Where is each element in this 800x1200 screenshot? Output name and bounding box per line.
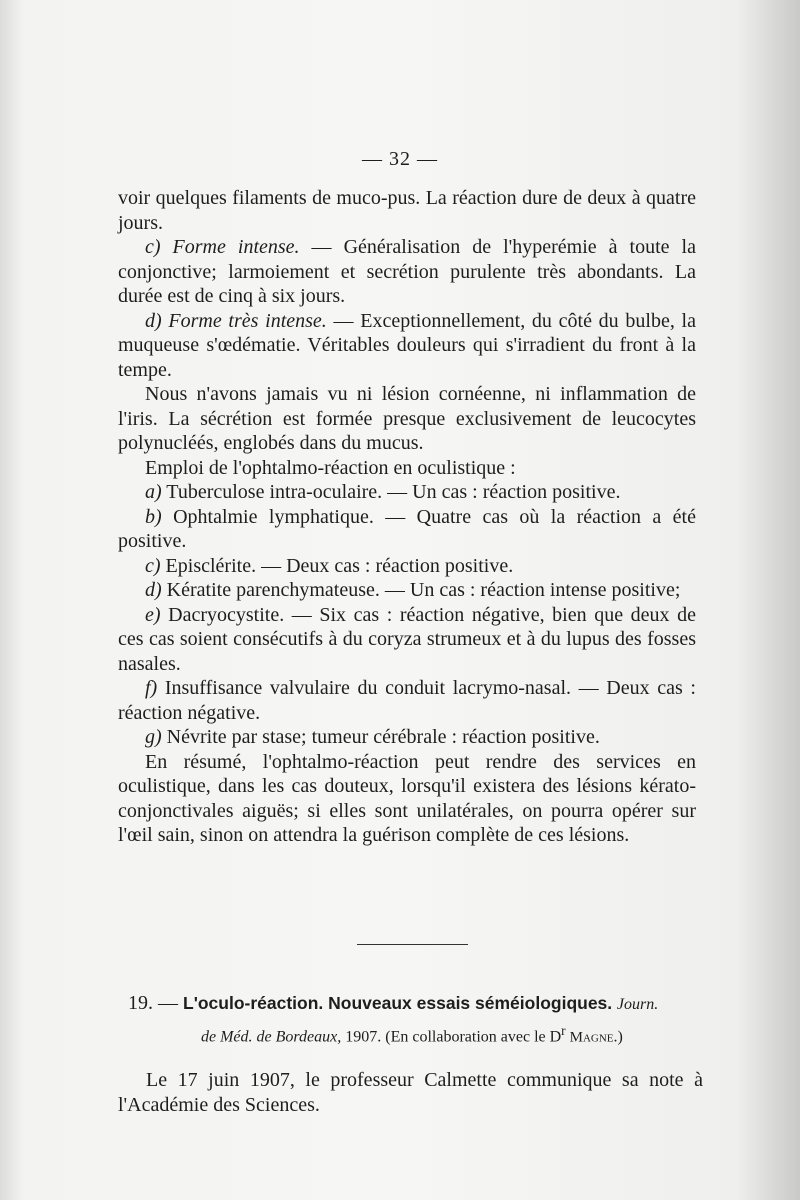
item-label: d) [145,579,162,601]
paragraph: En résumé, l'ophtalmo-réaction peut rendre des services en oculistique, dans les cas douteux, lorsqu'il existera des lésions kérato-conjonctivales aiguës; si elles sont unilatérales, on pourra opérer sur l'œil sain, sinon on attendra la guérison complète de ces lésions. [118,750,696,846]
list-item: e) Dacryocystite. — Six cas : réaction négative, bien que deux de ces cas soient consécutifs à du coryza strumeux et à du lupus des fosses nasales. [118,603,696,675]
journal-abbrev: Journ. [616,996,659,1013]
bibliography-entry [128,990,698,1050]
item-label: g) [145,726,162,748]
paragraph: Le 17 juin 1907, le professeur Calmette communique sa note à l'Académie des Sciences. [118,1069,703,1116]
reference-number: 19. — [128,992,183,1014]
item-label: d) Forme très intense. [145,309,327,332]
list-item: d) Kératite parenchymateuse. — Un cas : réaction intense positive; [145,579,681,601]
paragraph: voir quelques filaments de muco-pus. La réaction dure de deux à quatre jours. [118,187,696,234]
reference-author: Magne [569,1029,614,1046]
journal-name: de Méd. de Bordeaux, [201,1028,342,1046]
list-item: b) Ophtalmie lymphatique. — Quatre cas où la réaction a été positive. [118,505,696,552]
paragraph: d) Forme très intense. — Exceptionnellement, du côté du bulbe, la muqueuse s'œdématie. Véritables douleurs qui s'irradient du front à la tempe. [118,309,696,381]
section-divider [357,944,468,945]
dr-superscript: r [561,1023,566,1038]
reference-year: 1907. (En collaboration avec le D [341,1028,562,1046]
page-number: — 32 — [362,148,438,170]
reference-line-2: de Méd. de Bordeaux, 1907. (En collaboration avec le $D^r$ Magne.) [201,1023,623,1046]
paragraph: Nous n'avons jamais vu ni lésion cornéenne, ni inflammation de l'iris. La sécrétion est formée presque exclusivement de leucocytes polynucléés, englobés dans du mucus. [118,383,696,454]
reference-line-1 [128,990,698,1018]
item-label: b) [145,505,162,528]
item-label: f) [145,677,158,699]
list-item: a) Tuberculose intra-oculaire. — Un cas : réaction positive. [145,481,621,503]
closing-text [118,1068,703,1118]
reference-title: L'oculo-réaction. Nouveaux essais séméiologiques. [183,993,613,1013]
paragraph: Emploi de l'ophtalmo-réaction en oculistique : [145,456,516,479]
list-item: f) Insuffisance valvulaire du conduit lacrymo-nasal. — Deux cas : réaction négative. [118,677,696,724]
item-label: e) [145,603,161,626]
item-label: c) Forme intense. [145,236,300,258]
list-item: g) Névrite par stase; tumeur cérébrale : réaction positive. [145,726,600,748]
paragraph: c) Forme intense. — Généralisation de l'hyperémie à toute la conjonctive; larmoiement et secrétion purulente très abondants. La durée est de cinq à six jours. [118,236,696,307]
body-text [118,186,696,848]
list-item: c) Episclérite. — Deux cas : réaction positive. [145,554,514,577]
item-label: c) [145,554,161,577]
item-label: a) [145,481,162,503]
